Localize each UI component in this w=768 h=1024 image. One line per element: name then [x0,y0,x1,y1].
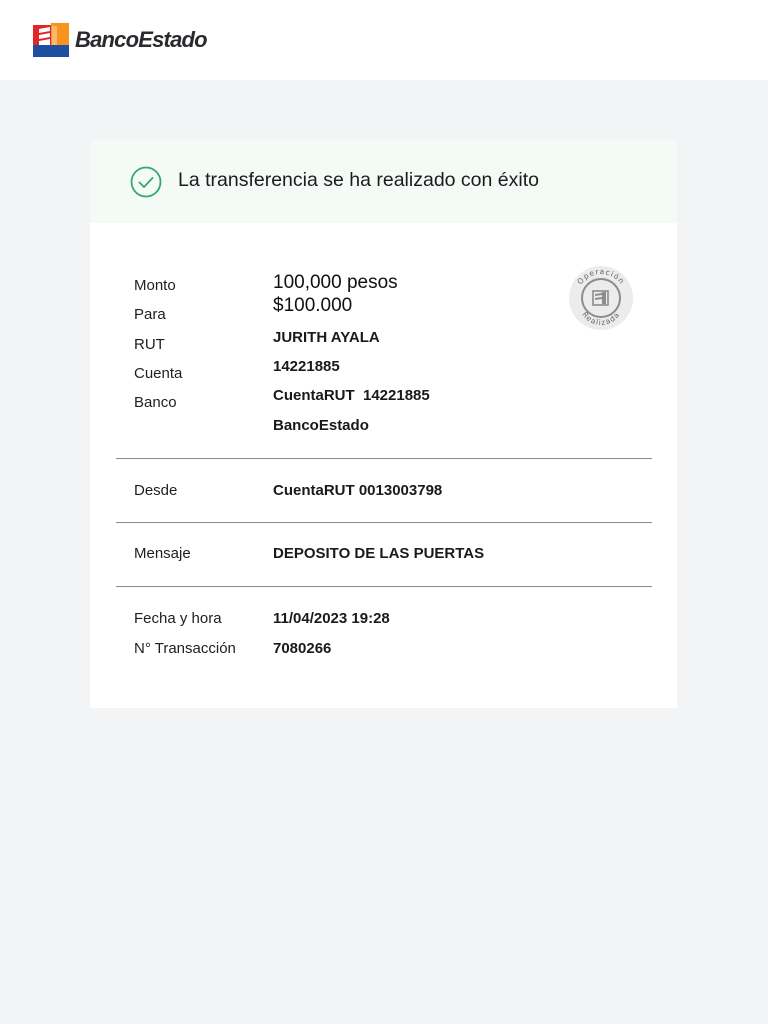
from-label: Desde [134,482,178,499]
from-value: CuentaRUT 0013003798 [273,482,443,499]
recipient-label: Para [134,306,166,323]
message-value: DEPOSITO DE LAS PUERTAS [273,545,485,562]
divider [116,458,652,459]
message-label: Mensaje [134,545,191,562]
datetime-label: Fecha y hora [134,610,222,627]
transaction-label: N° Transacción [134,640,236,657]
rut-value: 14221885 [273,358,340,375]
amount-label: Monto [134,277,176,294]
divider [116,522,652,523]
datetime-value: 11/04/2023 19:28 [273,610,390,627]
success-banner [90,140,677,223]
bancoestado-logo[interactable] [33,23,207,57]
success-message: La transferencia se ha realizado con éxito [178,169,539,191]
stamp-bottom-text: Realizada [580,310,622,328]
amount-words: 100,000 pesos [273,272,398,293]
check-circle-icon [130,166,162,198]
operation-stamp-icon [568,265,634,331]
amount-value: $100.000 [273,295,353,316]
account-label: Cuenta [134,365,183,382]
receipt-card [90,140,677,708]
bank-label: Banco [134,394,177,411]
account-value: CuentaRUT 14221885 [273,387,430,404]
rut-label: RUT [134,336,165,353]
divider [116,586,652,587]
app-header [0,0,768,80]
stamp-top-text: Operación [575,266,627,287]
brand-name: BancoEstado [75,27,207,52]
bancoestado-logo-icon [33,23,69,57]
recipient-name: JURITH AYALA [273,329,380,346]
transaction-value: 7080266 [273,640,332,657]
bank-value: BancoEstado [273,417,369,434]
